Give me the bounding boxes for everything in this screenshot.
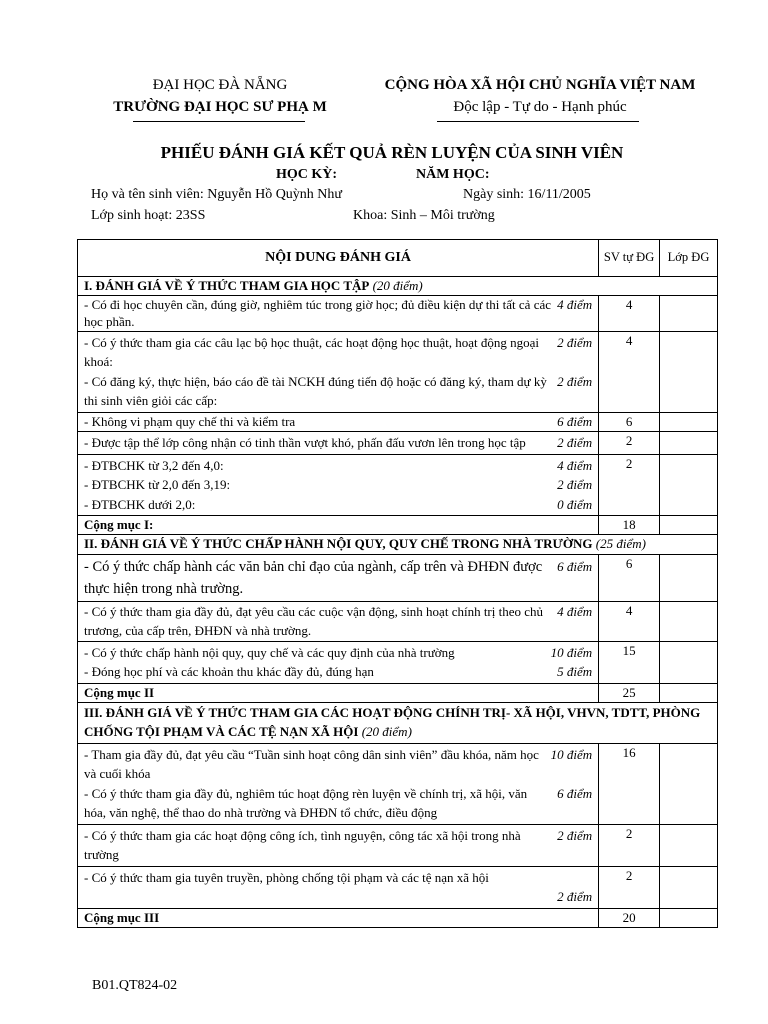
table-row (78, 743, 718, 824)
sv-score: 4 (599, 331, 660, 412)
class-score[interactable] (660, 296, 718, 332)
form-title: PHIẾU ĐÁNH GIÁ KẾT QUẢ RÈN LUYỆN CỦA SINH VIÊN (160, 143, 624, 162)
table-row (78, 554, 718, 602)
criterion-text: - Có ý thức tham gia đầy đủ, đạt yêu cầu các cuộc vận động, sinh hoạt chính trị theo chủ trương, của cấp trên, ĐHĐN và nhà trường. 4 điểm (78, 602, 599, 641)
motto: Độc lập - Tự do - Hạnh phúc (453, 99, 627, 115)
sv-score: 15 (599, 641, 660, 683)
form-code: B01.QT824-02 (92, 978, 178, 993)
criterion-text: - Có đi học chuyên cần, đúng giờ, nghiêm túc trong giờ học; đủ điều kiện dự thi tất cả các học phần. 4 điểm (78, 296, 599, 332)
criterion-text: - Có ý thức tham gia các hoạt động công ích, tình nguyện, công tác xã hội trong nhà trường 2 điểm (78, 824, 599, 866)
sv-score: 4 (599, 296, 660, 332)
table-row (78, 296, 718, 332)
table-row (78, 331, 718, 412)
table-row (78, 641, 718, 683)
table-row (78, 412, 718, 431)
total-label: Cộng mục III (78, 908, 599, 927)
section-1-title: I. ĐÁNH GIÁ VỀ Ý THỨC THAM GIA HỌC TẬP (20 điểm) (78, 277, 718, 296)
university-name: ĐẠI HỌC ĐÀ NẴNG (152, 77, 288, 93)
student-name: Họ và tên sinh viên: Nguyễn Hồ Quỳnh Như (91, 187, 343, 202)
semester-label: HỌC KỲ: (276, 167, 338, 182)
class-score[interactable] (660, 432, 718, 455)
criterion-text: - Có ý thức tham gia tuyên truyền, phòng chống tội phạm và các tệ nạn xã hội 2 điểm (78, 866, 599, 908)
table-row (78, 824, 718, 866)
class-eval-header: Lớp ĐG (660, 240, 718, 277)
sv-score: 2 (599, 454, 660, 516)
motto-underline (437, 121, 639, 122)
school-year-label: NĂM HỌC: (416, 167, 490, 182)
table-row (78, 602, 718, 641)
class-score[interactable] (660, 743, 718, 824)
criterion-text: - Có ý thức chấp hành các văn bản chỉ đạo của ngành, cấp trên và ĐHĐN được thực hiện trong nhà trường. 6 điểm (78, 554, 599, 602)
table-header-row (78, 240, 718, 277)
total-label: Cộng mục I: (78, 516, 599, 535)
section-2-title-row (78, 535, 718, 554)
section-2-total-row (78, 683, 718, 702)
section-3-total-row (78, 908, 718, 927)
faculty-name: Khoa: Sinh – Môi trường (353, 208, 495, 223)
criterion-text: - Có ý thức tham gia các câu lạc bộ học thuật, các hoạt động học thuật, hoạt động ngoại khoá: 2 điểm - Có đăng ký, thực hiện, báo cáo đề tài NCKH đúng tiến độ hoặc có đăng ký, tham dự kỳ thi sinh viên giỏi các cấp: 2 điểm (78, 331, 599, 412)
sv-score: 4 (599, 602, 660, 641)
sv-score: 6 (599, 554, 660, 602)
table-row (78, 866, 718, 908)
table-row (78, 432, 718, 455)
sv-total: 25 (599, 683, 660, 702)
class-score[interactable] (660, 824, 718, 866)
class-score[interactable] (660, 602, 718, 641)
sv-score: 2 (599, 824, 660, 866)
sv-score: 2 (599, 866, 660, 908)
section-3-title: III. ĐÁNH GIÁ VỀ Ý THỨC THAM GIA CÁC HOẠT ĐỘNG CHÍNH TRỊ- XÃ HỘI, VHVN, TDTT, PHÒNG CHỐNG TỘI PHẠM VÀ CÁC TỆ NẠN XÃ HỘI (20 điểm) (78, 703, 718, 744)
total-label: Cộng mục II (78, 683, 599, 702)
class-score[interactable] (660, 554, 718, 602)
school-name: TRƯỜNG ĐẠI HỌC SƯ PHẠ M (113, 99, 327, 115)
sv-score: 16 (599, 743, 660, 824)
sv-total: 20 (599, 908, 660, 927)
sv-self-eval-header: SV tự ĐG (599, 240, 660, 277)
school-underline (133, 121, 305, 122)
sv-total: 18 (599, 516, 660, 535)
criterion-text: - Không vi phạm quy chế thi và kiểm tra 6 điểm (78, 412, 599, 431)
class-total[interactable] (660, 908, 718, 927)
criterion-text: - Được tập thể lớp công nhận có tinh thần vượt khó, phấn đấu vươn lên trong học tập 2 điểm (78, 432, 599, 455)
content-header: NỘI DUNG ĐÁNH GIÁ (78, 240, 599, 277)
class-score[interactable] (660, 412, 718, 431)
section-1-title-row (78, 277, 718, 296)
section-3-title-row (78, 703, 718, 744)
table-row (78, 454, 718, 516)
criterion-text: - Tham gia đầy đủ, đạt yêu cầu “Tuần sinh hoạt công dân sinh viên” đầu khóa, năm học và cuối khóa 10 điểm - Có ý thức tham gia đầy đủ, nghiêm túc hoạt động rèn luyện về chính trị, xã hội, văn hóa, văn nghệ, thể thao do nhà trường và ĐHĐN tổ chức, điều động 6 điểm (78, 743, 599, 824)
evaluation-table (77, 239, 718, 928)
class-score[interactable] (660, 331, 718, 412)
class-score[interactable] (660, 454, 718, 516)
class-total[interactable] (660, 516, 718, 535)
sv-score: 2 (599, 432, 660, 455)
date-of-birth: Ngày sinh: 16/11/2005 (463, 187, 591, 202)
country-name: CỘNG HÒA XÃ HỘI CHỦ NGHĨA VIỆT NAM (384, 77, 696, 93)
section-1-total-row (78, 516, 718, 535)
section-2-title: II. ĐÁNH GIÁ VỀ Ý THỨC CHẤP HÀNH NỘI QUY, QUY CHẾ TRONG NHÀ TRƯỜNG (25 điểm) (78, 535, 718, 554)
criterion-text: - ĐTBCHK từ 3,2 đến 4,0: 4 điểm - ĐTBCHK từ 2,0 đến 3,19: 2 điểm - ĐTBCHK dưới 2,0: 0 điểm (78, 454, 599, 516)
criterion-text: - Có ý thức chấp hành nội quy, quy chế và các quy định của nhà trường 10 điểm - Đóng học phí và các khoản thu khác đầy đủ, đúng hạn 5 điểm (78, 641, 599, 683)
class-total[interactable] (660, 683, 718, 702)
sv-score: 6 (599, 412, 660, 431)
class-score[interactable] (660, 641, 718, 683)
class-name: Lớp sinh hoạt: 23SS (91, 208, 206, 223)
class-score[interactable] (660, 866, 718, 908)
